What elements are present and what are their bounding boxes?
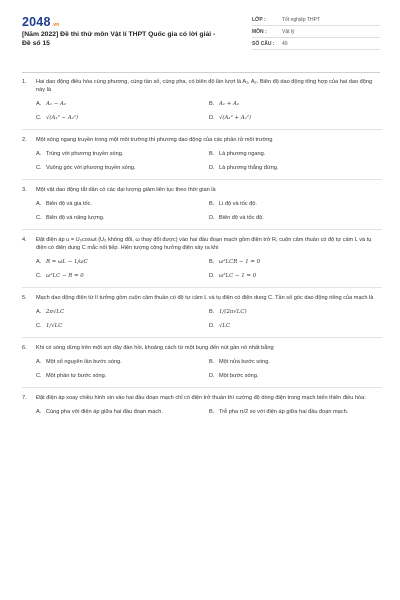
option-letter: A. <box>36 101 42 107</box>
answer-option[interactable] <box>209 258 382 266</box>
answer-option[interactable] <box>209 150 382 158</box>
answer-option[interactable] <box>36 100 209 108</box>
answer-options <box>36 150 382 172</box>
answer-option[interactable] <box>36 358 209 366</box>
meta-row-grade <box>252 16 380 26</box>
question-item <box>22 344 382 380</box>
option-text: Một bước sóng. <box>219 373 259 379</box>
question-divider <box>22 229 382 230</box>
answer-option[interactable] <box>209 358 382 366</box>
answer-options <box>36 358 382 380</box>
answer-option[interactable] <box>36 308 209 316</box>
answer-options <box>36 200 382 222</box>
option-text: Một số nguyên lần bước sóng. <box>46 359 122 365</box>
meta-value: Vật lý <box>282 29 295 35</box>
question-item <box>22 394 382 416</box>
question-text: Đặt điện áp xoay chiều hình sin vào hai đầu đoạn mạch chỉ có điện trở thuần thì cường độ dòng điện trong mạch biến thiên điều hòa: <box>36 395 366 401</box>
question-number: 5. <box>22 295 27 301</box>
meta-label: MÔN : <box>252 29 267 35</box>
option-letter: A. <box>36 359 42 365</box>
option-letter: B. <box>209 309 215 315</box>
option-letter: C. <box>36 323 42 329</box>
question-divider <box>22 179 382 180</box>
option-text: 2π√LC <box>46 309 65 315</box>
option-letter: D. <box>209 115 215 121</box>
option-letter: A. <box>36 409 42 415</box>
question-divider <box>22 387 382 388</box>
question-item <box>22 236 382 280</box>
logo-text: 2048 <box>22 15 51 29</box>
option-text: Biên độ và tốc độ. <box>219 215 264 221</box>
answer-option[interactable] <box>36 114 209 122</box>
answer-option[interactable] <box>209 164 382 172</box>
question-item <box>22 136 382 172</box>
question-stem <box>22 136 382 144</box>
answer-option[interactable] <box>209 200 382 208</box>
answer-option[interactable] <box>209 372 382 380</box>
option-letter: C. <box>36 215 42 221</box>
question-text: Khi có sóng dừng trên một sợi dây đàn hồi, khoảng cách từ một bụng đến nút gần nó nhất bằng <box>36 345 274 351</box>
option-text: Vuông góc với phương truyền sóng. <box>46 165 136 171</box>
option-letter: A. <box>36 309 42 315</box>
question-number: 1. <box>22 79 27 85</box>
question-list <box>22 78 382 416</box>
option-text: Là phương thẳng đứng. <box>219 165 279 171</box>
question-number: 7. <box>22 395 27 401</box>
question-text: Một sóng ngang truyền trong một môi trường thì phương dao động của các phần tử môi trường <box>36 137 273 143</box>
question-stem <box>22 236 382 252</box>
option-letter: D. <box>209 273 215 279</box>
option-text: ω²LC − R = 0 <box>46 273 84 279</box>
meta-label: SỐ CÂU : <box>252 41 275 47</box>
option-text: A₁ + A₂ <box>219 101 240 107</box>
option-text: ω²LCR − 1 = 0 <box>219 259 261 265</box>
question-divider <box>22 129 382 130</box>
header-divider <box>22 72 380 73</box>
document-meta <box>252 16 380 52</box>
option-letter: A. <box>36 259 42 265</box>
option-letter: B. <box>209 201 215 207</box>
answer-option[interactable] <box>209 114 382 122</box>
option-text: Trùng với phương truyền sóng. <box>46 151 124 157</box>
question-number: 3. <box>22 187 27 193</box>
question-number: 4. <box>22 237 27 243</box>
logo-suffix: .vn <box>51 22 60 28</box>
meta-label: LỚP : <box>252 17 266 23</box>
question-divider <box>22 337 382 338</box>
answer-option[interactable] <box>36 258 209 266</box>
answer-option[interactable] <box>209 408 382 416</box>
answer-option[interactable] <box>36 164 209 172</box>
option-text: ω²LC − 1 = 0 <box>219 273 257 279</box>
question-stem <box>22 186 382 194</box>
option-letter: B. <box>209 359 215 365</box>
option-text: Là phương ngang. <box>219 151 266 157</box>
option-letter: A. <box>36 151 42 157</box>
answer-option[interactable] <box>36 272 209 280</box>
option-letter: D. <box>209 323 215 329</box>
answer-option[interactable] <box>209 214 382 222</box>
question-text: Hai dao động điều hòa cùng phương, cùng tần số, cùng pha, có biên độ lần lượt là A₁, A₂. Biên độ dao động tổng hợp của hai dao động này là <box>36 79 373 93</box>
option-letter: C. <box>36 373 42 379</box>
option-text: √(A₁² − A₂²) <box>46 115 79 121</box>
option-text: Biên độ và gia tốc. <box>46 201 93 207</box>
option-text: Li độ và tốc độ. <box>219 201 257 207</box>
option-letter: C. <box>36 273 42 279</box>
question-text: Đặt điện áp u = U₀cosωt (U₀ không đổi, ω thay đổi được) vào hai đầu đoạn mạch gồm điện trở R, cuộn cảm thuần có độ tự cảm L và tụ điện có điện dung C mắc nối tiếp. Hiện tượng cộng hưởng điện xảy ra khi <box>36 237 372 251</box>
option-letter: D. <box>209 373 215 379</box>
meta-row-count <box>252 40 380 50</box>
option-letter: B. <box>209 101 215 107</box>
option-text: √(A₁² + A₂²) <box>219 115 252 121</box>
meta-value: Tốt nghiệp THPT <box>282 17 320 23</box>
option-text: A₁ − A₂ <box>46 101 67 107</box>
question-stem <box>22 78 382 94</box>
answer-option[interactable] <box>36 200 209 208</box>
question-item <box>22 186 382 222</box>
option-letter: B. <box>209 409 215 415</box>
option-text: √LC <box>219 323 231 329</box>
option-text: Biên độ và năng lượng. <box>46 215 105 221</box>
answer-option[interactable] <box>209 308 382 316</box>
option-text: Một phần tư bước sóng. <box>46 373 107 379</box>
option-letter: D. <box>209 165 215 171</box>
question-stem <box>22 394 382 402</box>
option-letter: B. <box>209 259 215 265</box>
answer-option[interactable] <box>36 322 209 330</box>
option-letter: D. <box>209 215 215 221</box>
answer-option[interactable] <box>209 272 382 280</box>
question-item <box>22 294 382 330</box>
answer-option[interactable] <box>36 372 209 380</box>
question-text: Một vật dao động tắt dần có các đại lượng giảm liên tục theo thời gian là <box>36 187 216 193</box>
option-letter: C. <box>36 115 42 121</box>
question-number: 2. <box>22 137 27 143</box>
answer-option[interactable] <box>209 322 382 330</box>
option-letter: C. <box>36 165 42 171</box>
answer-option[interactable] <box>36 408 209 416</box>
site-logo[interactable] <box>22 15 59 29</box>
question-stem <box>22 294 382 302</box>
option-text: Cùng pha với điện áp giữa hai đầu đoạn mạch. <box>46 409 163 415</box>
meta-value: 40 <box>282 41 288 47</box>
option-text: 1/(2π√LC) <box>219 309 247 315</box>
question-text: Mạch dao động điện từ lí tưởng gồm cuộn cảm thuần có độ tự cảm L và tụ điện có điện dung C. Tần số góc dao động riêng của mạch là <box>36 295 374 301</box>
option-letter: B. <box>209 151 215 157</box>
answer-option[interactable] <box>36 214 209 222</box>
question-stem <box>22 344 382 352</box>
document-title: [Năm 2022] Đề thi thử môn Vật lí THPT Quốc gia có lời giải - Đề số 15 <box>22 31 216 47</box>
answer-options <box>36 258 382 280</box>
option-text: Trễ pha π/2 so với điện áp giữa hai đầu đoạn mạch. <box>219 409 349 415</box>
option-text: R = ωL − 1/ωC <box>46 259 88 265</box>
answer-option[interactable] <box>36 150 209 158</box>
answer-option[interactable] <box>209 100 382 108</box>
answer-options <box>36 408 382 416</box>
meta-row-subject <box>252 28 380 38</box>
answer-options <box>36 308 382 330</box>
answer-options <box>36 100 382 122</box>
option-text: 1/√LC <box>46 323 63 329</box>
question-number: 6. <box>22 345 27 351</box>
option-text: Một nửa bước sóng. <box>219 359 270 365</box>
option-letter: A. <box>36 201 42 207</box>
question-item <box>22 78 382 122</box>
document-header <box>0 0 400 66</box>
question-divider <box>22 287 382 288</box>
